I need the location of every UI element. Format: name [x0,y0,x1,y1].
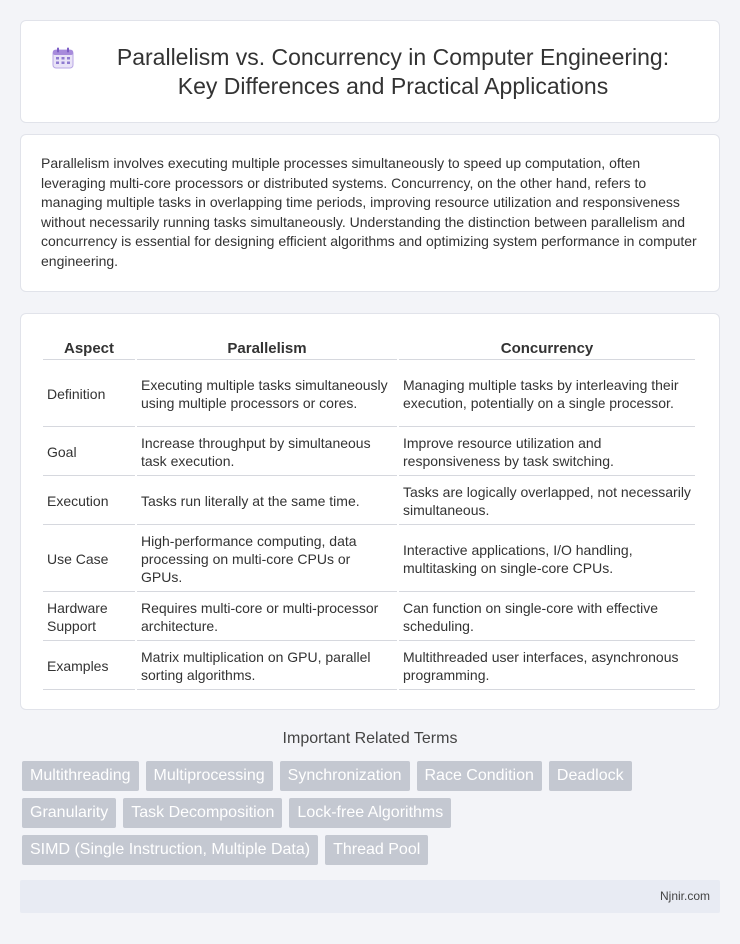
term-tag[interactable]: Thread Pool [325,835,428,865]
table-row [43,429,695,476]
term-tag[interactable]: Race Condition [417,761,542,791]
term-tag[interactable]: Lock-free Algorithms [289,798,451,828]
table-row [43,527,695,592]
row-concurrency: Tasks are logically overlapped, not necessarily simultaneous. [399,478,695,525]
row-aspect: Execution [43,478,135,525]
term-tag[interactable]: Granularity [22,798,116,828]
header-concurrency: Concurrency [399,336,695,360]
row-concurrency: Multithreaded user interfaces, asynchronous programming. [399,643,695,690]
table-row [43,643,695,690]
row-concurrency: Managing multiple tasks by interleaving their execution, potentially on a single processor. [399,362,695,427]
footer [20,880,720,913]
row-parallelism: Executing multiple tasks simultaneously using multiple processors or cores. [137,362,397,427]
row-aspect: Goal [43,429,135,476]
term-tag[interactable]: Task Decomposition [123,798,282,828]
term-tag[interactable]: SIMD (Single Instruction, Multiple Data) [22,835,318,865]
footer-site[interactable]: Njnir.com [659,889,710,903]
comparison-card [20,313,720,710]
row-parallelism: Requires multi-core or multi-processor architecture. [137,594,397,641]
row-parallelism: Tasks run literally at the same time. [137,478,397,525]
term-tag[interactable]: Synchronization [280,761,410,791]
row-concurrency: Can function on single-core with effective scheduling. [399,594,695,641]
term-tag[interactable]: Deadlock [549,761,632,791]
row-concurrency: Improve resource utilization and responsiveness by task switching. [399,429,695,476]
row-aspect: Definition [43,362,135,427]
header-aspect: Aspect [43,336,135,360]
row-aspect: Hardware Support [43,594,135,641]
row-aspect: Examples [43,643,135,690]
table-row [43,362,695,427]
related-terms-list [22,761,722,872]
table-header-row [43,336,695,360]
comparison-table [41,334,697,692]
calendar-icon [51,46,75,70]
related-terms-heading: Important Related Terms [282,730,458,747]
table-row [43,594,695,641]
term-tag[interactable]: Multiprocessing [146,761,273,791]
intro-paragraph: Parallelism involves executing multiple processes simultaneously to speed up computation, often leveraging multi-core processors or distributed systems. Concurrency, on the other hand, refers to managing multiple tasks in overlapping time periods, improving resource utilization and responsiveness without necessarily running tasks simultaneously. Understanding the distinction between parallelism and concurrency is essential for designing efficient algorithms and optimizing system performance in computer engineering. [41,155,697,269]
title-card [20,20,720,123]
row-parallelism: Matrix multiplication on GPU, parallel sorting algorithms. [137,643,397,690]
term-tag[interactable]: Multithreading [22,761,139,791]
table-row [43,478,695,525]
row-parallelism: Increase throughput by simultaneous task execution. [137,429,397,476]
header-parallelism: Parallelism [137,336,397,360]
page-title: Parallelism vs. Concurrency in Computer Engineering: Key Differences and Practical Applications [116,43,670,99]
row-parallelism: High-performance computing, data processing on multi-core CPUs or GPUs. [137,527,397,592]
row-aspect: Use Case [43,527,135,592]
intro-card [20,134,720,292]
row-concurrency: Interactive applications, I/O handling, multitasking on single-core CPUs. [399,527,695,592]
